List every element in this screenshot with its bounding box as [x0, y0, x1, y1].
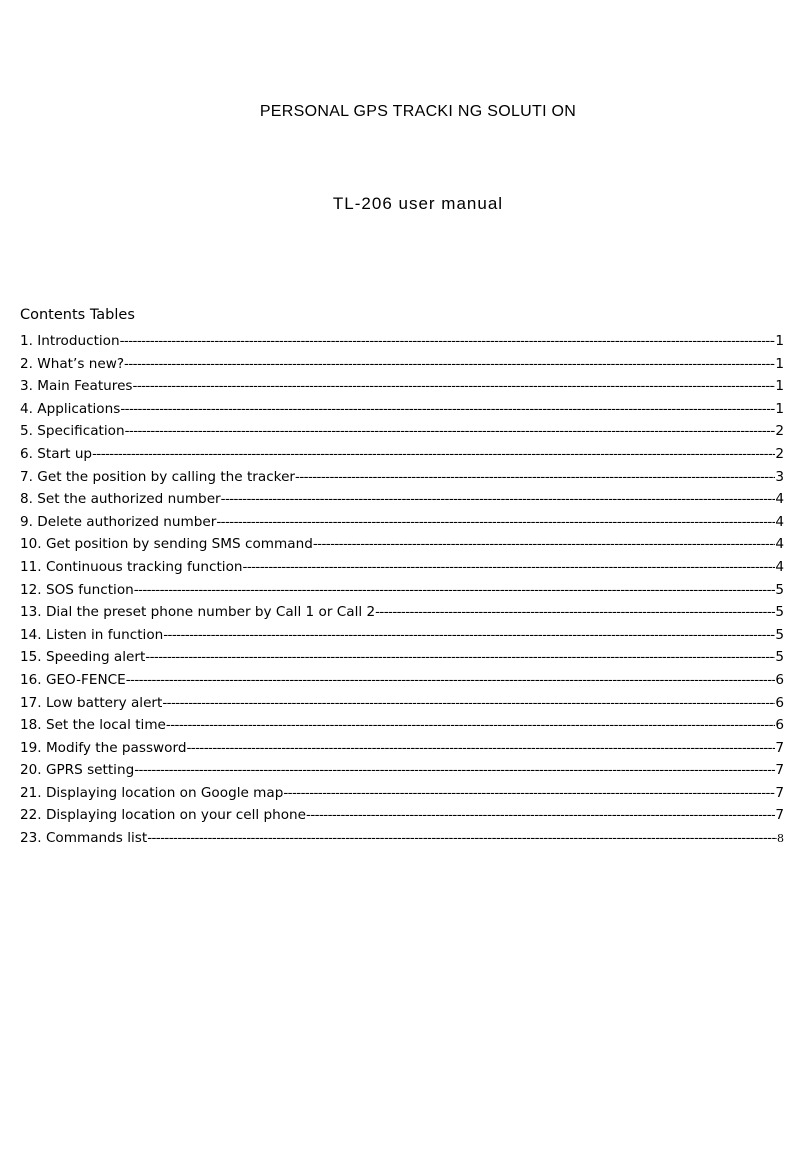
toc-entry[interactable]: [20, 669, 784, 692]
toc-leader: [147, 827, 777, 850]
document-subtitle: TL-206 user manual: [332, 194, 504, 213]
toc-entry-label: 1. Introduction: [20, 333, 120, 349]
toc-entry-label: 22. Displaying location on your cell phone: [20, 807, 307, 824]
toc-leader: [126, 669, 776, 692]
toc-entry-page: 8: [777, 832, 784, 846]
toc-entry-page: 1: [775, 333, 784, 349]
toc-entry[interactable]: [20, 759, 784, 782]
toc-entry[interactable]: [20, 511, 784, 534]
toc-entry-label: 9. Delete authorized number: [20, 513, 217, 530]
toc-entry-label: 11. Continuous tracking function: [20, 558, 243, 575]
toc-entry[interactable]: [20, 398, 784, 421]
toc-entry[interactable]: [20, 601, 784, 624]
toc-entry[interactable]: [20, 737, 784, 760]
toc-entry-page: 2: [775, 423, 784, 440]
toc-entry-label: 19. Modify the password: [20, 739, 187, 756]
toc-entry-label: 18. Set the local time: [20, 717, 166, 734]
toc-leader: [283, 782, 775, 805]
toc-leader: [163, 624, 775, 647]
toc-entry-page: 4: [775, 558, 784, 575]
toc-entry[interactable]: [20, 420, 784, 443]
toc-entry[interactable]: [20, 782, 784, 805]
toc-entry-page: 6: [775, 694, 784, 711]
toc-entry[interactable]: [20, 827, 784, 850]
toc-entry-page: 5: [775, 626, 784, 643]
document-title: PERSONAL GPS TRACKI NG SOLUTI ON: [259, 103, 577, 120]
toc-entry-label: 16. GEO-FENCE: [20, 671, 126, 688]
toc-leader: [166, 714, 775, 737]
toc-entry[interactable]: [20, 353, 784, 376]
toc-leader: [134, 759, 775, 782]
toc-entry-page: 3: [775, 468, 784, 485]
toc-entry-label: 15. Speeding alert: [20, 649, 146, 666]
toc-entry-label: 2. What’s new?: [20, 355, 125, 372]
toc-entry[interactable]: [20, 692, 784, 715]
toc-entry[interactable]: [20, 375, 784, 398]
toc-entry-page: 4: [775, 536, 784, 553]
toc-entry-page: 1: [775, 400, 784, 417]
toc-entry-page: 7: [775, 762, 784, 779]
toc-leader: [313, 533, 776, 556]
toc-leader: [145, 646, 775, 669]
toc-entry-label: 8. Set the authorized number: [20, 491, 221, 508]
contents-heading: Contents Tables: [20, 307, 135, 323]
toc-entry-page: 1: [775, 355, 784, 372]
toc-leader: [124, 353, 775, 376]
toc-entry-page: 7: [775, 739, 784, 756]
toc-entry-page: 5: [775, 649, 784, 666]
toc-entry[interactable]: [20, 556, 784, 579]
table-of-contents: [20, 330, 784, 850]
toc-leader: [221, 488, 776, 511]
toc-entry-label: 4. Applications: [20, 400, 121, 417]
toc-entry-page: 7: [775, 807, 784, 824]
toc-entry[interactable]: [20, 488, 784, 511]
toc-leader: [216, 511, 775, 534]
toc-entry-label: 6. Start up: [20, 445, 93, 462]
toc-entry-label: 20. GPRS setting: [20, 762, 135, 779]
toc-leader: [306, 804, 775, 827]
toc-entry-page: 2: [775, 445, 784, 462]
toc-entry[interactable]: [20, 579, 784, 602]
toc-leader: [92, 443, 775, 466]
toc-entry-label: 14. Listen in function: [20, 626, 164, 643]
toc-leader: [295, 466, 775, 489]
toc-entry-page: 5: [775, 581, 784, 598]
toc-leader: [243, 556, 776, 579]
toc-entry-label: 21. Displaying location on Google map: [20, 784, 284, 801]
toc-leader: [134, 579, 776, 602]
toc-leader: [120, 398, 775, 421]
toc-entry-label: 3. Main Features: [20, 378, 133, 395]
toc-entry[interactable]: [20, 624, 784, 647]
toc-entry-label: 12. SOS function: [20, 581, 134, 598]
toc-entry[interactable]: [20, 646, 784, 669]
toc-leader: [186, 737, 775, 760]
toc-leader: [125, 420, 776, 443]
toc-leader: [120, 330, 776, 353]
toc-entry-label: 5. Specification: [20, 423, 125, 440]
toc-entry[interactable]: [20, 714, 784, 737]
toc-entry-page: 7: [775, 784, 784, 801]
toc-entry-label: 10. Get position by sending SMS command: [20, 536, 313, 553]
toc-leader: [133, 375, 776, 398]
toc-entry[interactable]: [20, 466, 784, 489]
toc-entry-label: 17. Low battery alert: [20, 694, 163, 711]
toc-entry-page: 4: [775, 513, 784, 530]
toc-entry-page: 4: [775, 491, 784, 508]
toc-entry[interactable]: [20, 443, 784, 466]
toc-entry-label: 7. Get the position by calling the tracker: [20, 468, 296, 485]
toc-entry-page: 1: [775, 378, 784, 395]
toc-leader: [162, 692, 775, 715]
toc-entry[interactable]: [20, 533, 784, 556]
toc-entry[interactable]: [20, 330, 784, 353]
toc-entry-label: 13. Dial the preset phone number by Call 1 or Call 2: [20, 604, 376, 621]
toc-entry-page: 6: [775, 671, 784, 688]
toc-entry-label: 23. Commands list: [20, 830, 148, 847]
toc-entry[interactable]: [20, 804, 784, 827]
toc-entry-page: 6: [775, 717, 784, 734]
toc-leader: [375, 601, 775, 624]
toc-entry-page: 5: [775, 604, 784, 621]
